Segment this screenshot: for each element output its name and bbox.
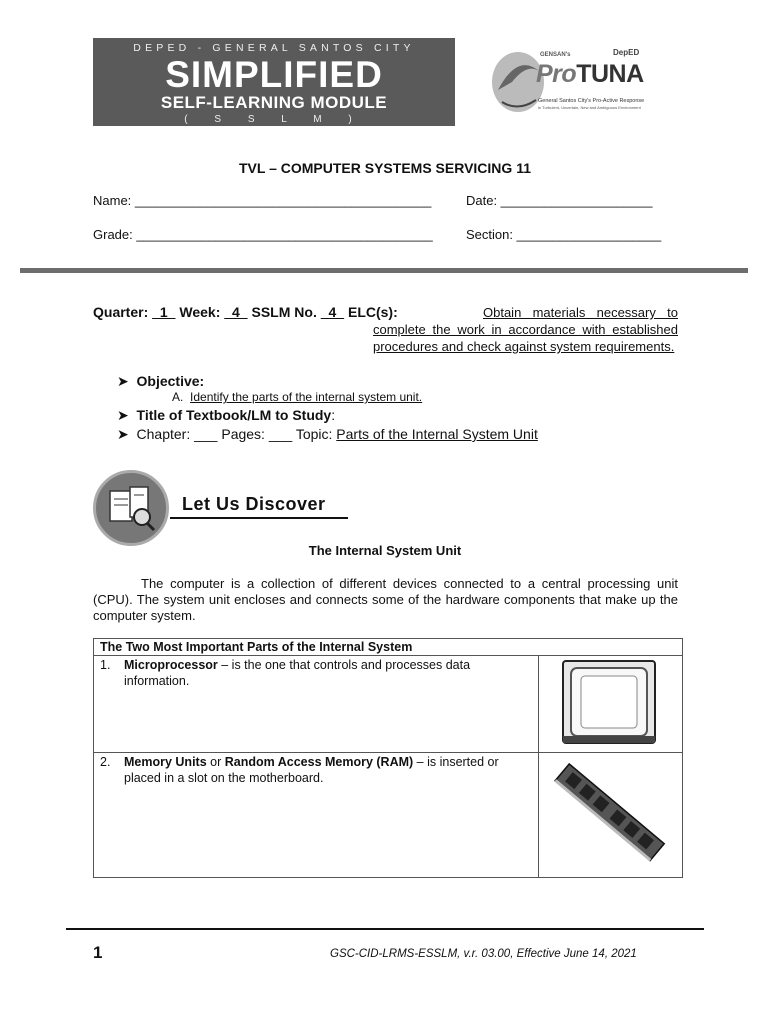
textbook-bullet: ➤ Title of Textbook/LM to Study:	[117, 407, 336, 423]
sslm-label: SSLM No.	[251, 304, 317, 320]
textbook-label: Title of Textbook/LM to Study	[136, 407, 332, 423]
banner-big-text: SIMPLIFIED	[165, 54, 383, 95]
page-number: 1	[93, 943, 103, 962]
item-number: 1.	[100, 658, 111, 672]
logo-protuna-text	[536, 60, 644, 89]
topic-text: Parts of the Internal System Unit	[336, 426, 538, 442]
section-field[interactable]: Section: ____________________	[466, 227, 662, 242]
footer-code: GSC-CID-LRMS-ESSLM, v.r. 03.00, Effective June 14, 2021	[330, 948, 637, 960]
item-desc: – is inserted or placed in a slot on the motherboard.	[124, 755, 499, 785]
item-desc: – is the one that controls and processes data information.	[124, 658, 471, 688]
objective-bullet	[117, 373, 204, 390]
quarter-line	[93, 304, 398, 320]
discover-circle-icon	[93, 470, 169, 546]
arrow-bullet-icon: ➤	[117, 373, 129, 389]
name-field[interactable]: Name: _________________________________________	[93, 193, 432, 208]
item-term: Microprocessor	[124, 658, 218, 672]
quarter-value: 1	[152, 304, 176, 320]
arrow-bullet-icon: ➤	[117, 407, 129, 423]
objective-label: Objective:	[136, 373, 205, 389]
discover-underline	[170, 517, 348, 519]
list-item	[100, 754, 532, 786]
sslm-value: 4	[320, 304, 345, 320]
item-term: Memory Units	[124, 755, 207, 769]
item-number: 2.	[100, 755, 111, 769]
elc-text: Obtain materials necessary to complete the work in accordance with established procedures and check against system requirements.	[373, 305, 678, 354]
item-term-2: Random Access Memory (RAM)	[224, 755, 414, 769]
microprocessor-image	[541, 658, 677, 746]
objective-item	[172, 390, 422, 404]
item-joiner: or	[206, 755, 225, 769]
banner-top-text: DEPED - GENERAL SANTOS CITY	[133, 42, 415, 54]
elc-label: ELC(s):	[347, 304, 398, 320]
date-field[interactable]: Date: _____________________	[466, 193, 653, 208]
discover-heading: Let Us Discover	[182, 494, 326, 514]
logo-tagline-2: in Turbulent, Uncertain, New and Ambiguous Environment	[538, 105, 641, 110]
parts-table	[93, 638, 683, 878]
week-value: 4	[224, 304, 248, 320]
chapter-bullet	[117, 426, 538, 443]
logo-deped-text: DepED	[613, 48, 640, 57]
quarter-label: Quarter:	[93, 304, 149, 320]
list-item	[100, 657, 532, 689]
objective-item-text: Identify the parts of the internal system unit.	[190, 390, 423, 404]
table-row	[94, 753, 683, 878]
banner-mid-text: SELF-LEARNING MODULE	[160, 93, 388, 112]
logo-tuna: TUNA	[576, 60, 644, 88]
header-divider	[20, 268, 748, 273]
intro-paragraph: The computer is a collection of different devices connected to a central processing unit (CPU). The system unit encloses and connects some of the hardware components that make up the computer system.	[93, 576, 678, 623]
arrow-bullet-icon: ➤	[117, 426, 129, 442]
chapter-text: Chapter: ___ Pages: ___ Topic:	[136, 426, 333, 442]
book-magnifier-icon	[96, 473, 166, 543]
section-subtitle: The Internal System Unit	[308, 543, 462, 558]
table-header: The Two Most Important Parts of the Internal System	[94, 639, 683, 656]
sslm-banner-logo	[93, 38, 455, 126]
logo-tagline: General Santos City's Pro-Active Response	[538, 98, 645, 104]
logo-pro: Pro	[536, 60, 577, 88]
footer-divider	[66, 928, 704, 930]
grade-field[interactable]: Grade: _________________________________________	[93, 227, 433, 242]
logo-gensan-text: GENSAN's	[540, 52, 571, 58]
page-title: TVL – COMPUTER SYSTEMS SERVICING 11	[239, 160, 531, 176]
protuna-logo	[488, 42, 678, 124]
week-label: Week:	[179, 304, 221, 320]
table-row	[94, 656, 683, 753]
objective-item-letter: A.	[172, 390, 184, 404]
ram-module-image	[541, 755, 677, 871]
banner-sslm-text: ( S S L M )	[184, 114, 364, 125]
